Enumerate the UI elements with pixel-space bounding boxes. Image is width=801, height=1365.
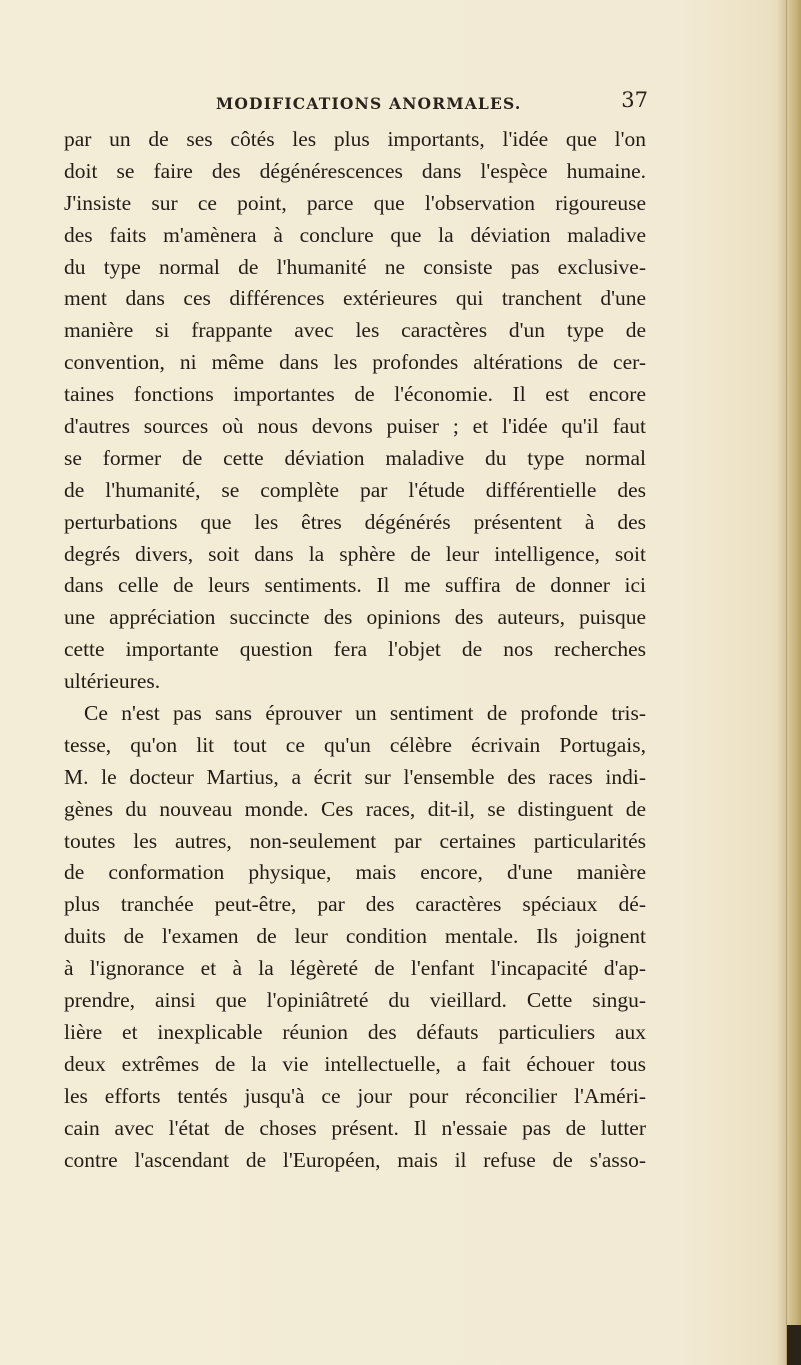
text-line: doit se faire des dégénérescences dans l'espèce humaine. <box>64 158 646 183</box>
text-line: dans celle de leurs sentiments. Il me suffira de donner ici <box>64 573 646 598</box>
page-edge <box>786 0 801 1365</box>
text-line: une appréciation succincte des opinions des auteurs, puisque <box>64 605 646 630</box>
text-line: deux extrêmes de la vie intellectuelle, a fait échouer tous <box>64 1051 646 1076</box>
text-line: perturbations que les êtres dégénérés présentent à des <box>64 509 646 534</box>
text-line: cain avec l'état de choses présent. Il n'essaie pas de lutter <box>64 1115 646 1140</box>
text-line: duits de l'examen de leur condition mentale. Ils joignent <box>64 924 646 949</box>
page-number: 37 <box>621 88 648 112</box>
text-line: par un de ses côtés les plus importants, l'idée que l'on <box>64 127 646 151</box>
text-line: contre l'ascendant de l'Européen, mais il refuse de s'asso- <box>64 1147 646 1172</box>
text-line: Ce n'est pas sans éprouver un sentiment de profonde tris- <box>84 701 646 726</box>
text-line: se former de cette déviation maladive du type normal <box>64 445 646 470</box>
text-line: manière si frappante avec les caractères d'un type de <box>64 318 646 343</box>
text-line: gènes du nouveau monde. Ces races, dit-il, se distinguent de <box>64 796 646 821</box>
text-line: convention, ni même dans les profondes altérations de cer- <box>64 350 646 375</box>
text-line: des faits m'amènera à conclure que la déviation maladive <box>64 222 646 247</box>
text-line: du type normal de l'humanité ne consiste pas exclusive- <box>64 254 646 279</box>
text-line: ultérieures. <box>64 669 161 694</box>
text-line: à l'ignorance et à la légèreté de l'enfant l'incapacité d'ap- <box>64 956 646 981</box>
text-line: tesse, qu'on lit tout ce qu'un célèbre écrivain Portugais, <box>64 732 646 757</box>
text-line: prendre, ainsi que l'opiniâtreté du vieillard. Cette singu- <box>64 988 646 1013</box>
text-line: toutes les autres, non-seulement par certaines particularités <box>64 828 646 853</box>
text-line: plus tranchée peut-être, par des caractères spéciaux dé- <box>64 892 646 917</box>
text-line: ment dans ces différences extérieures qui tranchent d'une <box>64 286 646 311</box>
text-line: degrés divers, soit dans la sphère de leur intelligence, soit <box>64 541 646 566</box>
text-line: lière et inexplicable réunion des défauts particuliers aux <box>64 1019 646 1044</box>
running-title: MODIFICATIONS ANORMALES. <box>216 94 522 113</box>
text-line: de conformation physique, mais encore, d'une manière <box>64 860 646 885</box>
text-line: taines fonctions importantes de l'économie. Il est encore <box>64 382 646 407</box>
text-line: d'autres sources où nous devons puiser ; et l'idée qu'il faut <box>64 414 646 439</box>
text-line: de l'humanité, se complète par l'étude différentielle des <box>64 477 646 502</box>
text-line: M. le docteur Martius, a écrit sur l'ensemble des races indi- <box>64 764 646 789</box>
page-header <box>216 88 648 118</box>
body-text <box>64 124 646 1176</box>
corner-mark <box>787 1325 801 1365</box>
text-line: cette importante question fera l'objet de nos recherches <box>64 637 646 662</box>
text-line: les efforts tentés jusqu'à ce jour pour réconcilier l'Améri- <box>64 1083 646 1108</box>
text-line: J'insiste sur ce point, parce que l'observation rigoureuse <box>64 190 646 215</box>
